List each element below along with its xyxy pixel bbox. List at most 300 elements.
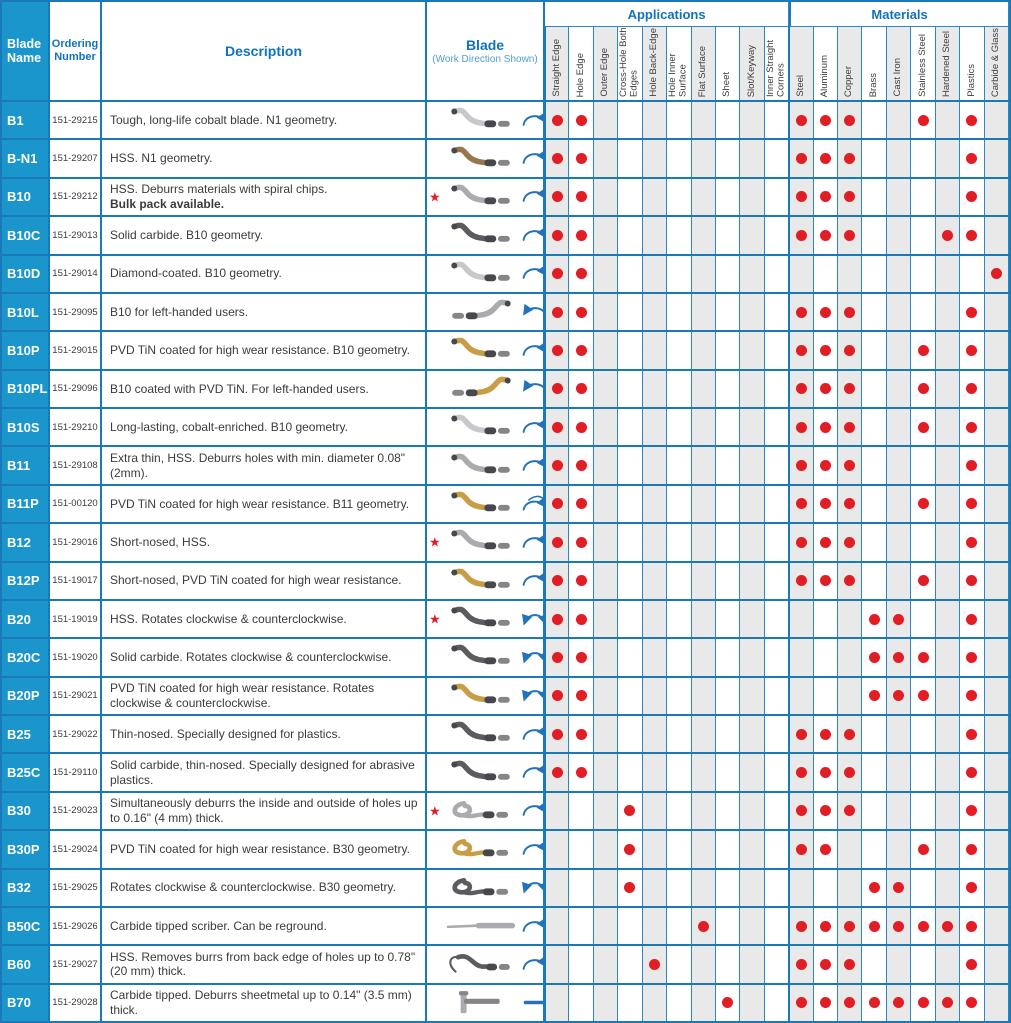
application-dot-cell xyxy=(594,754,618,790)
blade-cell xyxy=(427,486,545,522)
applicable-dot-icon xyxy=(844,153,855,164)
table-header xyxy=(2,2,1009,100)
applicable-dot-icon xyxy=(552,537,563,548)
application-dot-cell xyxy=(544,486,569,522)
blade-image xyxy=(442,296,520,328)
material-dot-cell xyxy=(887,563,911,599)
application-dot-cell xyxy=(740,678,764,714)
material-dot-cell xyxy=(814,409,838,445)
application-dot-cell xyxy=(544,563,569,599)
material-dot-cell xyxy=(887,793,911,829)
material-dot-cell xyxy=(936,563,960,599)
applicable-dot-icon xyxy=(552,729,563,740)
description-cell xyxy=(102,563,427,599)
description-text: PVD TiN coated for high wear resistance. B11 geometry. xyxy=(110,496,410,511)
material-dot-cell xyxy=(838,793,862,829)
column-label: Carbide & Glass xyxy=(989,27,1001,97)
blade-name-cell: B20P xyxy=(2,678,50,714)
applicable-dot-icon xyxy=(576,345,587,356)
material-dot-cell xyxy=(936,256,960,292)
applicable-dot-icon xyxy=(820,498,831,509)
blade-cell xyxy=(427,409,545,445)
blade-name-cell: B20C xyxy=(2,639,50,675)
applicable-dot-icon xyxy=(966,575,977,586)
applicable-dot-icon xyxy=(893,882,904,893)
material-dot-cell xyxy=(960,256,984,292)
application-dot-cell xyxy=(569,870,593,906)
blade-image xyxy=(442,104,520,136)
application-dot-cell xyxy=(643,563,667,599)
applicable-dot-icon xyxy=(820,959,831,970)
material-dot-cell xyxy=(862,524,886,560)
application-dot-cell xyxy=(594,294,618,330)
material-dot-cell xyxy=(862,447,886,483)
blade-image xyxy=(442,910,520,942)
description-text: Tough, long-life cobalt blade. N1 geometry. xyxy=(110,112,338,127)
applicable-dot-icon xyxy=(576,498,587,509)
material-dot-cell xyxy=(960,371,984,407)
blade-image xyxy=(442,450,520,482)
applicable-dot-icon xyxy=(966,882,977,893)
applicable-dot-icon xyxy=(966,729,977,740)
applicable-dot-icon xyxy=(820,307,831,318)
material-dot-cell xyxy=(838,908,862,944)
description-cell xyxy=(102,524,427,560)
applicable-dot-icon xyxy=(966,959,977,970)
applicable-dot-icon xyxy=(552,383,563,394)
applicable-dot-icon xyxy=(552,115,563,126)
applicable-dot-icon xyxy=(796,153,807,164)
application-dot-cell xyxy=(544,409,569,445)
application-dot-cell xyxy=(569,985,593,1021)
applicable-dot-icon xyxy=(820,345,831,356)
applicable-dot-icon xyxy=(576,268,587,279)
column-label: Hole Inner Surface xyxy=(667,53,689,97)
application-dot-cell xyxy=(643,639,667,675)
description-text: Carbide tipped scriber. Can be reground. xyxy=(110,918,327,933)
application-dot-cell xyxy=(692,486,716,522)
applicable-dot-icon xyxy=(576,460,587,471)
application-dot-cell xyxy=(716,217,740,253)
application-dot-cell xyxy=(692,409,716,445)
material-dot-cell xyxy=(887,179,911,215)
application-dot-cell xyxy=(544,793,569,829)
description-cell xyxy=(102,678,427,714)
application-dot-cell xyxy=(594,332,618,368)
applicable-dot-icon xyxy=(552,422,563,433)
material-dot-cell xyxy=(838,102,862,138)
ordering-number-cell: 151-29215 xyxy=(50,102,102,138)
blade-cell xyxy=(427,639,545,675)
application-dot-cell xyxy=(569,179,593,215)
description-cell xyxy=(102,754,427,790)
applicable-dot-icon xyxy=(796,767,807,778)
application-dot-cell xyxy=(765,563,789,599)
material-dot-cell xyxy=(985,409,1009,445)
material-dot-cell xyxy=(960,639,984,675)
application-dot-cell xyxy=(692,524,716,560)
application-dot-cell xyxy=(569,908,593,944)
applicable-dot-icon xyxy=(893,997,904,1008)
application-dot-cell xyxy=(716,831,740,867)
material-dot-cell xyxy=(985,870,1009,906)
material-dot-cell xyxy=(788,793,813,829)
description-cell xyxy=(102,870,427,906)
application-dot-cell xyxy=(765,946,789,982)
material-dot-cell xyxy=(985,946,1009,982)
application-column-header xyxy=(740,27,764,100)
application-dot-cell xyxy=(618,140,642,176)
application-column-header xyxy=(544,27,569,100)
application-dot-cell xyxy=(569,716,593,752)
applicable-dot-icon xyxy=(844,230,855,241)
table-row xyxy=(2,791,1009,829)
blade-image xyxy=(442,411,520,443)
blade-image xyxy=(442,488,520,520)
applicable-dot-icon xyxy=(844,191,855,202)
star-icon: ★ xyxy=(429,803,441,819)
applicable-dot-icon xyxy=(576,153,587,164)
material-dot-cell xyxy=(985,678,1009,714)
application-dot-cell xyxy=(618,716,642,752)
material-dot-cell xyxy=(814,524,838,560)
material-dot-cell xyxy=(788,601,813,637)
material-dot-cell xyxy=(838,946,862,982)
application-dot-cell xyxy=(765,294,789,330)
application-dot-cell xyxy=(716,486,740,522)
application-dot-cell xyxy=(618,908,642,944)
description-cell xyxy=(102,140,427,176)
blade-name-cell: B10L xyxy=(2,294,50,330)
material-column-header xyxy=(887,27,911,100)
application-dot-cell xyxy=(544,985,569,1021)
application-dot-cell xyxy=(740,946,764,982)
applicable-dot-icon xyxy=(820,422,831,433)
material-dot-cell xyxy=(960,985,984,1021)
application-dot-cell xyxy=(740,985,764,1021)
description-text: Long-lasting, cobalt-enriched. B10 geometry. xyxy=(110,419,348,434)
material-dot-cell xyxy=(911,332,935,368)
material-dot-cell xyxy=(960,793,984,829)
material-dot-cell xyxy=(887,102,911,138)
application-dot-cell xyxy=(765,985,789,1021)
application-dot-cell xyxy=(594,256,618,292)
ordering-number-cell: 151-29212 xyxy=(50,179,102,215)
application-dot-cell xyxy=(594,563,618,599)
material-dot-cell xyxy=(887,371,911,407)
application-dot-cell xyxy=(594,678,618,714)
material-dot-cell xyxy=(936,102,960,138)
applicable-dot-icon xyxy=(552,191,563,202)
material-dot-cell xyxy=(985,563,1009,599)
application-dot-cell xyxy=(692,371,716,407)
application-dot-cell xyxy=(618,409,642,445)
applicable-dot-icon xyxy=(966,115,977,126)
table-row xyxy=(2,522,1009,560)
column-label: Plastics xyxy=(965,64,977,97)
material-dot-cell xyxy=(936,601,960,637)
application-dot-cell xyxy=(569,371,593,407)
material-dot-cell xyxy=(788,179,813,215)
material-dot-cell xyxy=(788,409,813,445)
application-dot-cell xyxy=(544,831,569,867)
application-dot-cell xyxy=(618,793,642,829)
application-dot-cell xyxy=(618,563,642,599)
applicable-dot-icon xyxy=(893,652,904,663)
application-dot-cell xyxy=(716,716,740,752)
application-dot-cell xyxy=(618,831,642,867)
table-row xyxy=(2,484,1009,522)
material-dot-cell xyxy=(788,140,813,176)
applicable-dot-icon xyxy=(844,729,855,740)
application-dot-cell xyxy=(569,294,593,330)
ordering-number-cell: 151-29110 xyxy=(50,754,102,790)
application-dot-cell xyxy=(765,217,789,253)
material-dot-cell xyxy=(788,524,813,560)
application-dot-cell xyxy=(544,870,569,906)
blade-name-cell: B70 xyxy=(2,985,50,1021)
application-dot-cell xyxy=(618,371,642,407)
material-dot-cell xyxy=(960,294,984,330)
applicable-dot-icon xyxy=(844,805,855,816)
material-dot-cell xyxy=(814,908,838,944)
material-dot-cell xyxy=(862,486,886,522)
blade-name-cell: B12P xyxy=(2,563,50,599)
application-dot-cell xyxy=(594,140,618,176)
material-dot-cell xyxy=(911,908,935,944)
blade-image xyxy=(442,181,520,213)
blade-cell xyxy=(427,716,545,752)
material-dot-cell xyxy=(936,524,960,560)
application-dot-cell xyxy=(740,447,764,483)
application-dot-cell xyxy=(544,524,569,560)
application-column-header xyxy=(716,27,740,100)
application-dot-cell xyxy=(618,985,642,1021)
material-column-header xyxy=(814,27,838,100)
applicable-dot-icon xyxy=(820,115,831,126)
material-dot-cell xyxy=(814,447,838,483)
material-column-header xyxy=(960,27,984,100)
blade-name-cell: B1 xyxy=(2,102,50,138)
material-column-header xyxy=(911,27,935,100)
material-dot-cell xyxy=(788,908,813,944)
material-dot-cell xyxy=(838,294,862,330)
application-dot-cell xyxy=(667,793,691,829)
application-dot-cell xyxy=(692,678,716,714)
applicable-dot-icon xyxy=(869,882,880,893)
applicable-dot-icon xyxy=(918,498,929,509)
blade-image xyxy=(442,680,520,712)
application-dot-cell xyxy=(643,524,667,560)
blade-image xyxy=(442,143,520,175)
application-dot-cell xyxy=(594,217,618,253)
material-dot-cell xyxy=(911,179,935,215)
blade-name-cell: B12 xyxy=(2,524,50,560)
table-row xyxy=(2,138,1009,176)
description-text: Simultaneously deburrs the inside and outside of holes up to 0.16" (4 mm) thick. xyxy=(110,796,418,825)
applicable-dot-icon xyxy=(869,652,880,663)
blade-name-cell: B10 xyxy=(2,179,50,215)
applicable-dot-icon xyxy=(698,921,709,932)
column-label: Brass xyxy=(867,72,879,97)
application-dot-cell xyxy=(765,601,789,637)
table-row xyxy=(2,752,1009,790)
applicable-dot-icon xyxy=(576,307,587,318)
material-dot-cell xyxy=(911,831,935,867)
table-row xyxy=(2,714,1009,752)
description-cell xyxy=(102,371,427,407)
material-dot-cell xyxy=(887,217,911,253)
material-dot-cell xyxy=(814,332,838,368)
application-dot-cell xyxy=(765,716,789,752)
application-dot-cell xyxy=(667,601,691,637)
table-row xyxy=(2,829,1009,867)
material-dot-cell xyxy=(788,639,813,675)
blade-cell xyxy=(427,179,545,215)
application-dot-cell xyxy=(716,524,740,560)
star-icon: ★ xyxy=(429,534,441,550)
application-dot-cell xyxy=(643,102,667,138)
applicable-dot-icon xyxy=(991,268,1002,279)
material-dot-cell xyxy=(911,409,935,445)
applicable-dot-icon xyxy=(624,844,635,855)
ordering-number-cell: 151-00120 xyxy=(50,486,102,522)
blade-name-cell: B50C xyxy=(2,908,50,944)
application-dot-cell xyxy=(667,371,691,407)
material-dot-cell xyxy=(960,754,984,790)
application-dot-cell xyxy=(618,639,642,675)
application-dot-cell xyxy=(716,754,740,790)
blade-cell xyxy=(427,678,545,714)
material-dot-cell xyxy=(838,678,862,714)
applicable-dot-icon xyxy=(820,805,831,816)
application-dot-cell xyxy=(716,601,740,637)
description-text: HSS. Removes burrs from back edge of holes up to 0.78" (20 mm) thick. xyxy=(110,949,416,979)
column-label: Aluminum xyxy=(819,54,831,97)
applicable-dot-icon xyxy=(796,498,807,509)
material-dot-cell xyxy=(936,217,960,253)
material-dot-cell xyxy=(936,946,960,982)
blade-image xyxy=(442,833,520,865)
application-dot-cell xyxy=(765,639,789,675)
application-dot-cell xyxy=(667,908,691,944)
application-dot-cell xyxy=(765,179,789,215)
material-dot-cell xyxy=(960,524,984,560)
blade-cell xyxy=(427,601,545,637)
applicable-dot-icon xyxy=(796,230,807,241)
application-dot-cell xyxy=(643,716,667,752)
material-dot-cell xyxy=(960,716,984,752)
table-row xyxy=(2,906,1009,944)
material-dot-cell xyxy=(862,332,886,368)
material-dot-cell xyxy=(936,179,960,215)
applicable-dot-icon xyxy=(918,921,929,932)
application-dot-cell xyxy=(594,946,618,982)
application-dot-cell xyxy=(765,371,789,407)
table-body xyxy=(2,100,1009,1021)
blade-cell xyxy=(427,294,545,330)
ordering-number-cell: 151-29096 xyxy=(50,371,102,407)
application-dot-cell xyxy=(716,447,740,483)
application-dot-cell xyxy=(667,985,691,1021)
material-dot-cell xyxy=(936,486,960,522)
application-dot-cell xyxy=(594,601,618,637)
blade-name-cell: B11 xyxy=(2,447,50,483)
application-dot-cell xyxy=(740,639,764,675)
blade-name-cell: B10PL xyxy=(2,371,50,407)
applicable-dot-icon xyxy=(576,537,587,548)
application-dot-cell xyxy=(569,831,593,867)
table-row xyxy=(2,177,1009,215)
ordering-number-cell: 151-29015 xyxy=(50,332,102,368)
ordering-number-cell: 151-29014 xyxy=(50,256,102,292)
material-dot-cell xyxy=(862,217,886,253)
material-dot-cell xyxy=(911,447,935,483)
table-row xyxy=(2,100,1009,138)
application-dot-cell xyxy=(716,179,740,215)
application-dot-cell xyxy=(569,946,593,982)
material-dot-cell xyxy=(960,409,984,445)
applicable-dot-icon xyxy=(918,844,929,855)
blade-cell xyxy=(427,754,545,790)
applicable-dot-icon xyxy=(966,997,977,1008)
applicable-dot-icon xyxy=(918,383,929,394)
application-dot-cell xyxy=(544,332,569,368)
material-dot-cell xyxy=(862,601,886,637)
material-dot-cell xyxy=(960,831,984,867)
blade-header-title: Blade xyxy=(465,37,505,53)
application-dot-cell xyxy=(765,447,789,483)
applicable-dot-icon xyxy=(918,115,929,126)
blade-image xyxy=(442,641,520,673)
material-dot-cell xyxy=(985,447,1009,483)
blade-image xyxy=(442,565,520,597)
application-dot-cell xyxy=(594,409,618,445)
applicable-dot-icon xyxy=(796,307,807,318)
material-dot-cell xyxy=(788,870,813,906)
material-dot-cell xyxy=(862,639,886,675)
description-text: PVD TiN coated for high wear resistance. B30 geometry. xyxy=(110,842,410,856)
application-dot-cell xyxy=(692,140,716,176)
material-dot-cell xyxy=(862,102,886,138)
material-dot-cell xyxy=(862,179,886,215)
applicable-dot-icon xyxy=(576,575,587,586)
material-dot-cell xyxy=(936,678,960,714)
material-dot-cell xyxy=(814,678,838,714)
material-dot-cell xyxy=(814,946,838,982)
application-dot-cell xyxy=(667,678,691,714)
applicable-dot-icon xyxy=(796,460,807,471)
table-row xyxy=(2,254,1009,292)
applicable-dot-icon xyxy=(942,921,953,932)
applicable-dot-icon xyxy=(576,767,587,778)
application-dot-cell xyxy=(740,716,764,752)
application-dot-cell xyxy=(667,332,691,368)
material-dot-cell xyxy=(911,140,935,176)
material-dot-cell xyxy=(838,332,862,368)
application-dot-cell xyxy=(569,140,593,176)
material-dot-cell xyxy=(814,294,838,330)
material-dot-cell xyxy=(985,294,1009,330)
application-dot-cell xyxy=(618,678,642,714)
application-dot-cell xyxy=(692,793,716,829)
applicable-dot-icon xyxy=(966,805,977,816)
description-text: PVD TiN coated for high wear resistance. Rotates clockwise & counterclockwise. xyxy=(110,681,375,710)
material-dot-cell xyxy=(936,409,960,445)
material-dot-cell xyxy=(911,716,935,752)
table-row xyxy=(2,407,1009,445)
blade-cell xyxy=(427,371,545,407)
